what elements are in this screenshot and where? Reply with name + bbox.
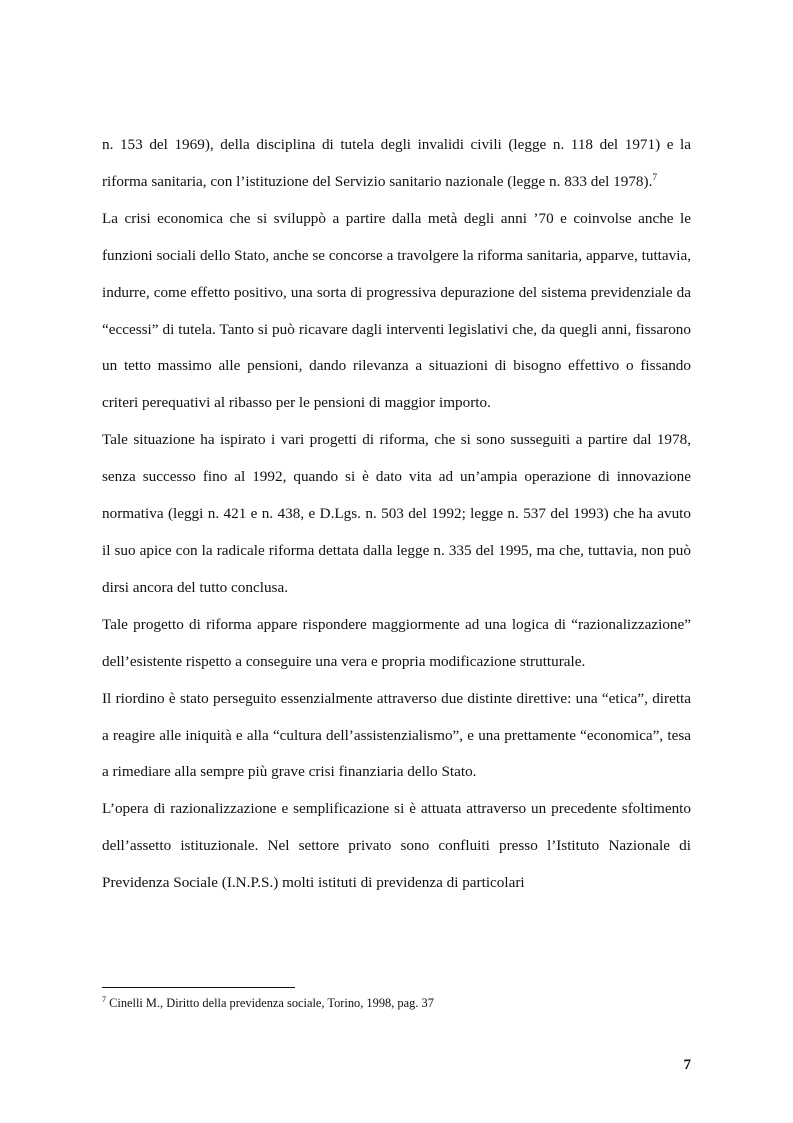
paragraph-1-text: n. 153 del 1969), della disciplina di tutela degli invalidi civili (legge n. 118 del 1971) e la riforma sanitaria, con l’istituzione del Servizio sanitario nazionale (legge n. 833 del 1978).: [102, 136, 691, 190]
footnote-text: Cinelli M., Diritto della previdenza sociale, Torino, 1998, pag. 37: [109, 996, 434, 1010]
paragraph-4: Tale progetto di riforma appare rispondere maggiormente ad una logica di “razionalizzazione” dell’esistente rispetto a conseguire una vera e propria modificazione strutturale.: [102, 615, 691, 670]
page-number: 7: [683, 1057, 691, 1073]
paragraph-6: L’opera di razionalizzazione e semplificazione si è attuata attraverso un precedente sfoltimento dell’assetto istituzionale. Nel settore privato sono confluiti presso l’Istituto Nazionale di Previdenza Sociale (I.N.P.S.) molti istituti di previdenza di particolari: [102, 800, 691, 892]
footnote: [102, 995, 691, 1011]
footnote-reference: 7: [652, 172, 658, 183]
paragraph-3: Tale situazione ha ispirato i vari progetti di riforma, che si sono susseguiti a partire dal 1978, senza successo fino al 1992, quando si è dato vita ad un’ampia operazione di innovazione normativa (leggi n. 421 e n. 438, e D.Lgs. n. 503 del 1992; legge n. 537 del 1993) che ha avuto il suo apice con la radicale riforma dettata dalla legge n. 335 del 1995, ma che, tuttavia, non può dirsi ancora del tutto conclusa.: [102, 431, 691, 596]
body-text: [102, 127, 691, 902]
footnote-separator: [102, 987, 295, 988]
paragraph-2: La crisi economica che si sviluppò a partire dalla metà degli anni ’70 e coinvolse anche le funzioni sociali dello Stato, anche se concorse a travolgere la riforma sanitaria, apparve, tuttavia, indurre, come effetto positivo, una sorta di progressiva depurazione del sistema previdenziale da “eccessi” di tutela. Tanto si può ricavare dagli interventi legislativi che, da quegli anni, fissarono un tetto massimo alle pensioni, dando rilevanza a situazioni di bisogno effettivo o fissando criteri perequativi al ribasso per le pensioni di maggior importo.: [102, 209, 691, 412]
paragraph-5: Il riordino è stato perseguito essenzialmente attraverso due distinte direttive: una “etica”, diretta a reagire alle iniquità e alla “cultura dell’assistenzialismo”, e una prettamente “economica”, tesa a rimediare alla sempre più grave crisi finanziaria dello Stato.: [102, 689, 691, 781]
paragraph-1: [102, 127, 691, 201]
footnote-number: 7: [102, 995, 106, 1004]
